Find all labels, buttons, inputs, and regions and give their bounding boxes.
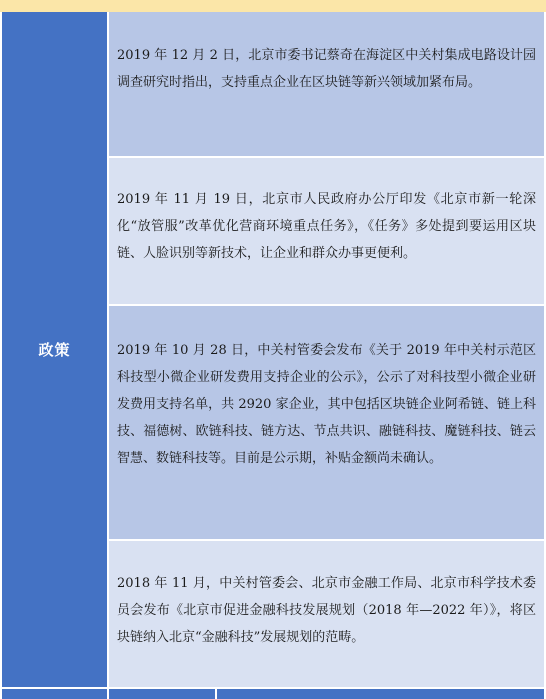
- next-row-cell: [109, 689, 215, 699]
- category-label: 政策: [38, 341, 71, 359]
- policy-entry-text: 2019 年 11 月 19 日，北京市人民政府办公厅印发《北京市新一轮深化“放管服”改革优化营商环境重点任务》，《任务》多处提到要运用区块链、人脸识别等新技术，让企业和群众办事更便利。: [117, 192, 536, 261]
- table-top-edge: [0, 0, 546, 12]
- policy-entry-text: 2019 年 12 月 2 日，北京市委书记蔡奇在海淀区中关村集成电路设计园调查研究时指出，支持重点企业在区块链等新兴领域加紧布局。: [117, 48, 536, 90]
- next-row-cell: [217, 689, 544, 699]
- policy-entry: [109, 158, 544, 304]
- category-cell: [2, 12, 107, 687]
- policy-entry: [109, 541, 544, 687]
- policy-entry-text: 2018 年 11 月，中关村管委会、北京市金融工作局、北京市科学技术委员会发布《北京市促进金融科技发展规划（2018 年—2022 年）》，将区块链纳入北京“金融科技”发展规划的范畴。: [117, 576, 536, 645]
- next-row-category-cell: [2, 689, 107, 699]
- policy-entry: [109, 306, 544, 539]
- policy-entry: [109, 12, 544, 156]
- policy-entry-text: 2019 年 10 月 28 日，中关村管委会发布《关于 2019 年中关村示范区科技型小微企业研发费用支持企业的公示》，公示了对科技型小微企业研发费用支持名单，共 2920 家企业，其中包括区块链企业阿希链、链上科技、福德树、欧链科技、链方达、节点共识、融链科技、魔链科技、链云智慧、数链科技等。目前是公示期，补贴金额尚未确认。: [117, 343, 536, 466]
